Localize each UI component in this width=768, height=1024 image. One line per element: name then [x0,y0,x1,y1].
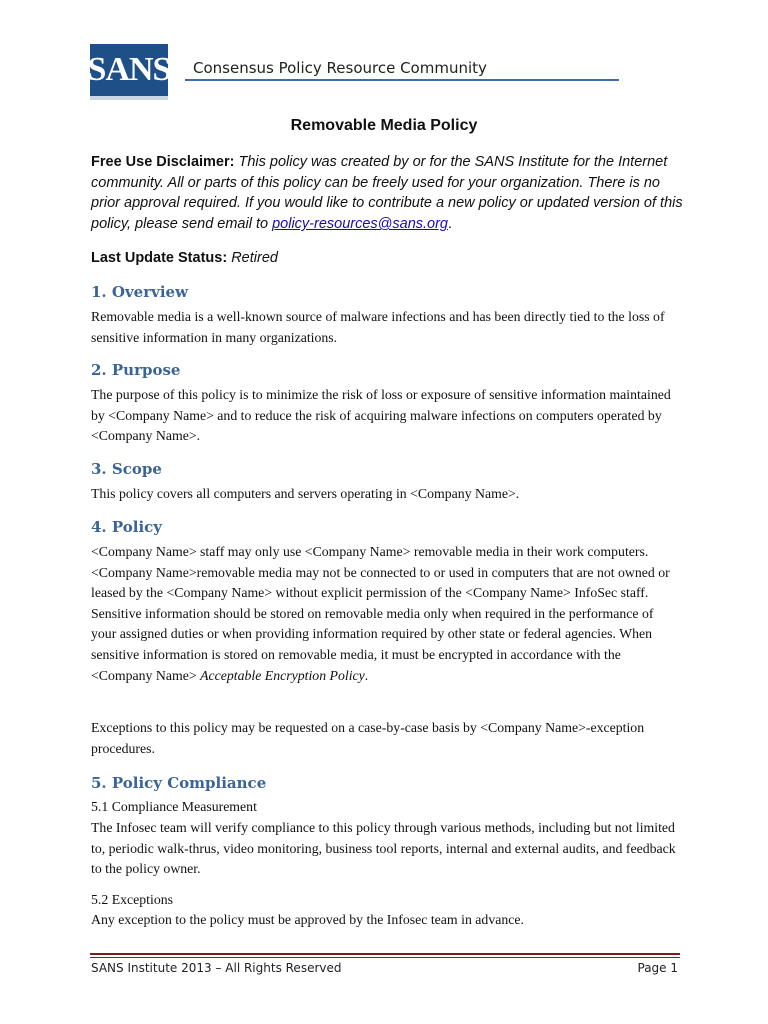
sans-logo: SANS [90,44,168,100]
disclaimer-label: Free Use Disclaimer: [91,154,235,170]
heading-overview: 1. Overview [91,283,188,301]
overview-text: Removable media is a well-known source of malware infections and has been directly tied to the loss of sensitive information in many organizations. [91,309,665,345]
header-rule [185,79,619,81]
scope-text: This policy covers all computers and servers operating in <Company Name>. [91,486,520,501]
community-title: Consensus Policy Resource Community [193,59,487,77]
acceptable-encryption-policy-ref: Acceptable Encryption Policy [200,667,365,683]
heading-policy: 4. Policy [91,518,163,536]
update-status [91,248,691,269]
policy-text [91,542,681,686]
heading-purpose: 2. Purpose [91,361,181,379]
policy-body: <Company Name> staff may only use <Company Name> removable media in their work computers. <Company Name>removable media may not be connected to or used in computers that are not owned or leased by the <Company Name> without explicit permission of the <Company Name> InfoSec staff. Sensitive information should be stored on removable media only when required in the performance of your assigned duties or when providing information required by other state or federal agencies. When sensitive information is stored on removable media, it must be encrypted in accordance with the <Company Name> [91,544,670,683]
page-number: Page 1 [637,961,678,975]
disclaimer-trail: . [448,216,453,233]
footer-copyright: SANS Institute 2013 – All Rights Reserved [91,961,342,975]
footer-rule [90,953,680,955]
page-header [87,44,530,102]
policy-exceptions-text: Exceptions to this policy may be requested on a case-by-case basis by <Company Name>-exception procedures. [91,720,645,756]
policy-trail: . [364,667,369,683]
exceptions-title: 5.2 Exceptions [91,892,173,907]
purpose-text: The purpose of this policy is to minimize the risk of loss or exposure of sensitive information maintained by <Company Name> and to reduce the risk of acquiring malware infections on computers operated by <Company Name>. [91,387,671,444]
status-label: Last Update Status: [91,250,228,266]
exceptions-text: Any exception to the policy must be approved by the Infosec team in advance. [91,912,524,927]
heading-compliance: 5. Policy Compliance [91,774,267,792]
footer-rule-thin [90,957,680,958]
disclaimer-text: This policy was created by or for the SANS Institute for the Internet community. All or parts of this policy can be freely used for your organization. There is no prior approval required. If you would like to contribute a new policy or updated version of this policy, please send email to [91,154,683,233]
compliance-measurement-title: 5.1 Compliance Measurement [91,799,257,814]
free-use-disclaimer [91,152,691,235]
compliance-measurement-text: The Infosec team will verify compliance to this policy through various methods, including but not limited to, periodic walk-thrus, video monitoring, business tool reports, internal and external audits, and feedback to the policy owner. [91,820,676,877]
heading-scope: 3. Scope [91,460,162,478]
email-link[interactable]: policy-resources@sans.org [272,216,448,233]
status-value: Retired [231,250,278,266]
document-title: Removable Media Policy [290,117,478,134]
